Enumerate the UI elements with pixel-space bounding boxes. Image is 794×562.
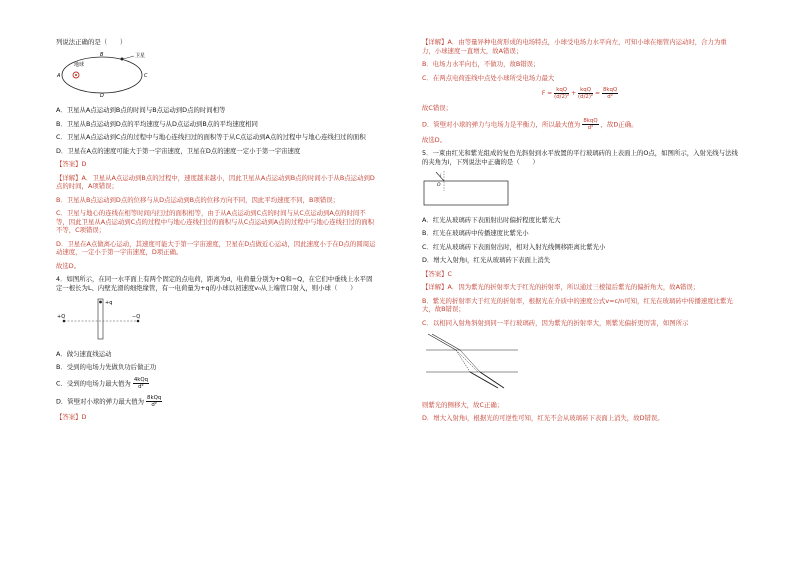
formula-den-2: (d/2)² xyxy=(578,94,594,100)
q3-option-c: C．卫星从A点运动到C点的过程中与地心连线扫过的面积等于从C点运动到A点的过程中与地心连线扫过的面积 xyxy=(56,133,366,141)
q4-option-a: A．做匀速直线运动 xyxy=(56,349,112,358)
formula-num-1: kqQ xyxy=(554,87,569,94)
refraction-figure xyxy=(422,332,738,395)
formula-frac-2 xyxy=(578,87,593,100)
q4-stem: 4．如图所示，在同一水平面上有两个固定的点电荷，距离为d，电荷量分别为+Q和−Q，在它们中垂线上水平固定一根长为L、内壁光滑的细绝缘管，有一电荷量为+q的小球以初速度v₀从上端管口射入，则小球（ ） xyxy=(56,275,373,292)
q4-option-c-numerator: 4kQq xyxy=(133,376,149,383)
q5-option-b: B．红光在玻璃砖中传播速度比紫光小 xyxy=(422,229,529,237)
q4-detail-b: B．电场力水平向右，不做功，故B错误； xyxy=(422,60,540,68)
earth-label: 地球 xyxy=(74,61,85,68)
satellite-label: 卫星 xyxy=(135,52,146,59)
orbit-diagram xyxy=(56,52,166,98)
force-formula xyxy=(422,87,738,100)
q4-detail-d-numerator: 8kqQ xyxy=(583,117,598,124)
q3-detail-a: 【详解】A．卫星从A点运动到B点的过程中，速度越来越小，因此卫星从A点运动到B点的时间小于从B点运动到D点的时间，A项错误； xyxy=(56,173,375,190)
q5-option-c: C．红光从玻璃砖下表面射出时，相对入射光线侧移距离比紫光小 xyxy=(422,242,606,251)
charge-figure xyxy=(56,297,376,344)
q4-detail-a: 【详解】A．由等量异种电荷形成的电场特点，小球受电场力水平向左，可知小球在细管内运动时，合力为重力，小球速度一直增大，故A错误； xyxy=(422,38,727,55)
q5-detail-c-conclusion: 则紫光的侧移大，故C正确； xyxy=(422,400,504,409)
q4-option-b: B．受到的电场力先做负功后做正功 xyxy=(56,363,157,371)
plus-q-label: +Q xyxy=(57,314,66,320)
q5-stem: 5．一束由红光和紫光组成的复色光斜射到水平放置的平行玻璃砖的上表面上的O点，如图所示，入射光线与法线的夹角为i，下列说法中正确的是（ ） xyxy=(422,149,738,166)
q5-detail-d: D．增大入射角i，根据光的可逆性可知，红光不会从玻璃砖下表面上消失，故D错误。 xyxy=(422,414,664,422)
q4-option-d-numerator: 8kQq xyxy=(147,394,162,401)
q3-detail-b: B．卫星从B点运动到D点的位移与从D点运动到B点的位移方向不同，因此平均速度不同，B项错误； xyxy=(56,195,340,204)
refraction-diagram xyxy=(422,332,522,392)
q5-option-a: A．红光从玻璃砖下表面射出时偏折程度比紫光大 xyxy=(422,215,561,224)
small-q-label: +q xyxy=(105,300,113,306)
q4-detail-d xyxy=(422,118,738,131)
q4-detail-d-text: D．管壁对小球的弹力与电场力是平衡力，所以最大值为 xyxy=(422,120,581,128)
q5-option-d: D．增大入射角i，红光从玻璃砖下表面上消失 xyxy=(422,256,551,264)
q4-detail-d-denominator: d² xyxy=(587,124,594,131)
formula-plus: + xyxy=(571,90,577,97)
formula-den-3: d² xyxy=(607,94,613,100)
formula-f: F = xyxy=(541,90,553,97)
q4-detail-pick: 故选D。 xyxy=(422,135,447,144)
q4-option-c xyxy=(56,377,376,390)
q4-option-d xyxy=(56,395,376,408)
q4-option-c-fraction xyxy=(133,377,149,390)
formula-num-2: kqQ xyxy=(578,87,593,94)
formula-frac-1 xyxy=(554,87,569,100)
q3-intro: 列说法正确的是（ ） xyxy=(56,38,127,46)
q5-detail-a: 【详解】A．因为紫光的折射率大于红光的折射率，所以通过三棱镜后紫光的偏折角大，故A错误； xyxy=(422,283,700,291)
q4-option-c-text: C．受到的电场力最大值为 xyxy=(56,379,131,387)
glass-figure xyxy=(422,171,738,210)
q4-option-d-denominator: d² xyxy=(151,401,157,408)
q3-option-b: B．卫星从B点运动到D点的平均速度与从D点运动到B点的平均速度相同 xyxy=(56,119,258,128)
angle-i-label: i xyxy=(440,174,442,179)
formula-eq: = xyxy=(595,90,601,97)
q3-detail-d: D．卫星在A点做离心运动，其速度可能大于第一宇宙速度，卫星在D点做近心运动，因此速度小于在D点的圆周运动速度，一定小于第一宇宙速度，D项正确。 xyxy=(56,239,376,256)
point-o-label: O xyxy=(437,183,441,188)
formula-frac-3 xyxy=(602,87,618,100)
point-a-label: A xyxy=(57,72,61,79)
q5-detail-c: C．以相同入射角斜射到同一平行玻璃砖，因为紫光的折射率大，则紫光偏折更厉害，如图所示 xyxy=(422,318,689,327)
point-b-label: B xyxy=(100,51,104,58)
formula-num-3: 8kqQ xyxy=(602,87,618,93)
q3-answer: 【答案】D xyxy=(56,160,87,168)
point-d-label: D xyxy=(100,92,104,98)
q3-detail-pick: 故选D。 xyxy=(56,261,81,270)
q5-detail-b: B．紫光的折射率大于红光的折射率，根据光在介质中的速度公式v=c/n可知，红光在玻璃砖中传播速度比紫光大，故B错误； xyxy=(422,296,733,313)
q4-option-d-text: D．管壁对小球的弹力最大值为 xyxy=(56,397,144,405)
q4-detail-c: C．在两点电荷连线中点处小球所受电场力最大 xyxy=(422,73,555,82)
q3-option-a: A．卫星从A点运动到B点的时间与B点运动到D点的时间相等 xyxy=(56,106,226,114)
q3-detail-c: C．卫星与地心的连线在相等时间内扫过的面积相等，由于从A点运动到C点的时间与从C点运动到A点的时间不等，因此卫星从A点运动到C点的过程中与地心连线扫过的面积与从C点运动到A点的过程中与地心连线扫过的面积不等，C项错误； xyxy=(56,209,375,234)
q3-option-d: D．卫星在A点的速度可能大于第一宇宙速度，卫星在D点的速度一定小于第一宇宙速度 xyxy=(56,146,301,155)
right-column xyxy=(422,38,738,428)
glass-slab-diagram xyxy=(422,171,512,207)
q5-answer: 【答案】C xyxy=(422,269,453,278)
q4-detail-d-fraction xyxy=(582,118,598,131)
charge-diagram xyxy=(56,297,146,341)
q4-answer: 【答案】D xyxy=(56,412,87,421)
formula-den-1: (d/2)² xyxy=(554,94,570,100)
left-column xyxy=(56,38,376,426)
minus-q-label: −Q xyxy=(132,314,141,320)
q4-detail-c-conclusion: 故C错误； xyxy=(422,104,453,112)
orbit-figure xyxy=(56,52,376,101)
q4-detail-d-tail: ，故D正确。 xyxy=(600,120,638,128)
q4-option-d-fraction xyxy=(146,395,162,408)
point-c-label: C xyxy=(144,72,148,79)
q4-option-c-denominator: d² xyxy=(138,383,144,390)
